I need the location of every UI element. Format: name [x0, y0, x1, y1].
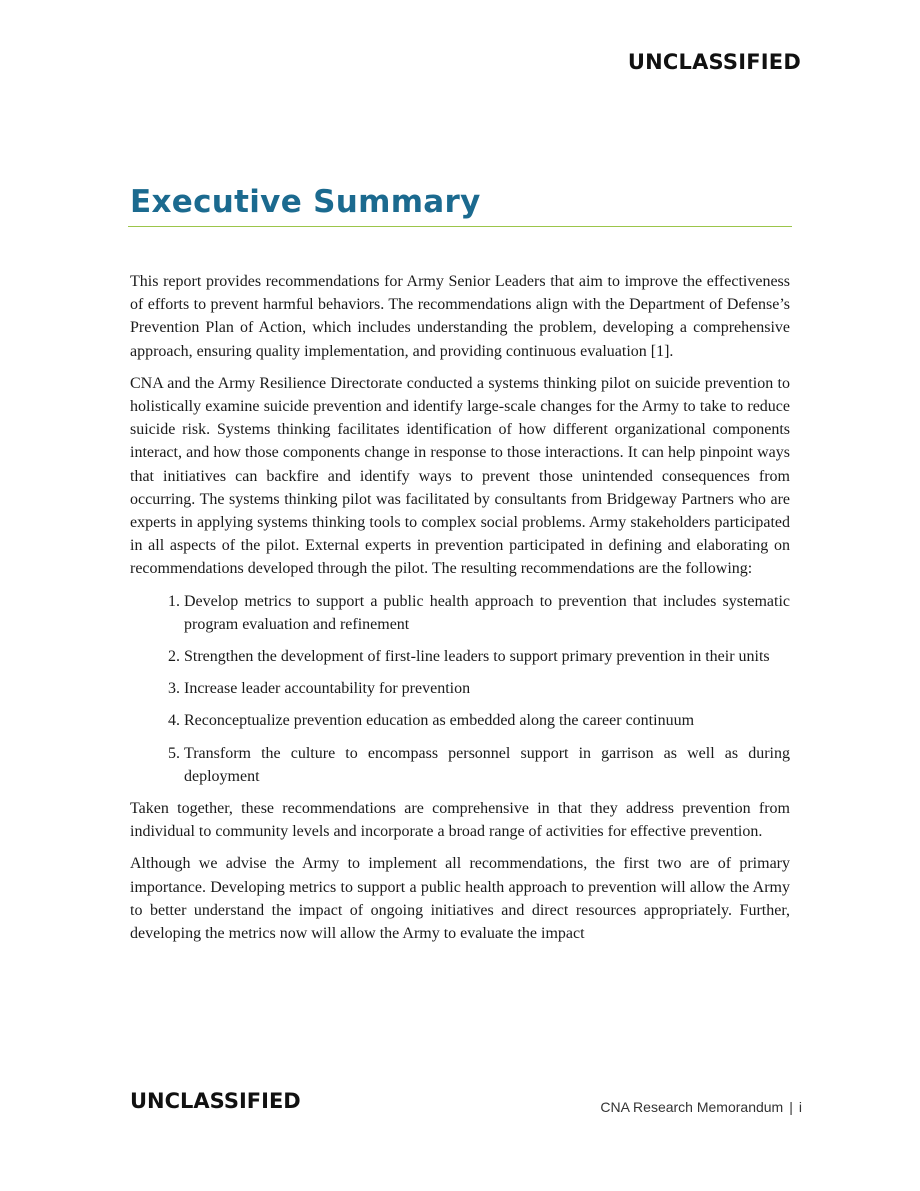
title-underline-divider	[128, 226, 792, 227]
recommendation-item: 5. Transform the culture to encompass personnel support in garrison as well as during deployment	[184, 742, 790, 788]
recommendations-list	[130, 590, 790, 788]
footer-publication-info	[600, 1099, 802, 1115]
body-paragraph-summary: Taken together, these recommendations are comprehensive in that they address prevention from individual to community levels and incorporate a broad range of activities for effective prevention.	[130, 800, 790, 841]
document-body	[130, 270, 790, 954]
footer-publication-name: CNA Research Memorandum	[600, 1099, 784, 1115]
body-paragraph-intro: This report provides recommendations for Army Senior Leaders that aim to improve the effectiveness of efforts to prevent harmful behaviors. The recommendations align with the Department of Defense’s Prevention Plan of Action, which includes understanding the problem, developing a comprehensive approach, ensuring quality implementation, and providing continuous evaluation [1].	[130, 273, 790, 360]
footer-separator: |	[789, 1099, 793, 1115]
recommendation-item: 3. Increase leader accountability for prevention	[184, 677, 790, 700]
section-title: Executive Summary	[130, 184, 481, 220]
body-paragraph-pilot: CNA and the Army Resilience Directorate conducted a systems thinking pilot on suicide prevention to holistically examine suicide prevention and identify large-scale changes for the Army to take to reduce suicide risk. Systems thinking facilitates identification of how different organizational components interact, and how those components change in response to those interactions. It can help pinpoint ways that initiatives can backfire and identify ways to prevent those unintended consequences from occurring. The systems thinking pilot was facilitated by consultants from Bridgeway Partners who are experts in applying systems thinking tools to complex social problems. Army stakeholders participated in all aspects of the pilot. External experts in prevention participated in defining and elaborating on recommendations developed through the pilot. The resulting recommendations are the following:	[130, 374, 790, 578]
recommendation-item: 2. Strengthen the development of first-line leaders to support primary prevention in their units	[184, 645, 790, 668]
footer-classification-marking: UNCLASSIFIED	[130, 1089, 301, 1113]
recommendation-item: 4. Reconceptualize prevention education as embedded along the career continuum	[184, 709, 790, 732]
header-classification-marking: UNCLASSIFIED	[627, 50, 801, 74]
recommendation-item: 1. Develop metrics to support a public health approach to prevention that includes systematic program evaluation and refinement	[184, 590, 790, 636]
body-paragraph-priority: Although we advise the Army to implement all recommendations, the first two are of primary importance. Developing metrics to support a public health approach to prevention will allow the Army to better understand the impact of ongoing initiatives and direct resources appropriately. Further, developing the metrics now will allow the Army to evaluate the impact	[130, 855, 790, 943]
footer-page-number: i	[798, 1099, 802, 1115]
